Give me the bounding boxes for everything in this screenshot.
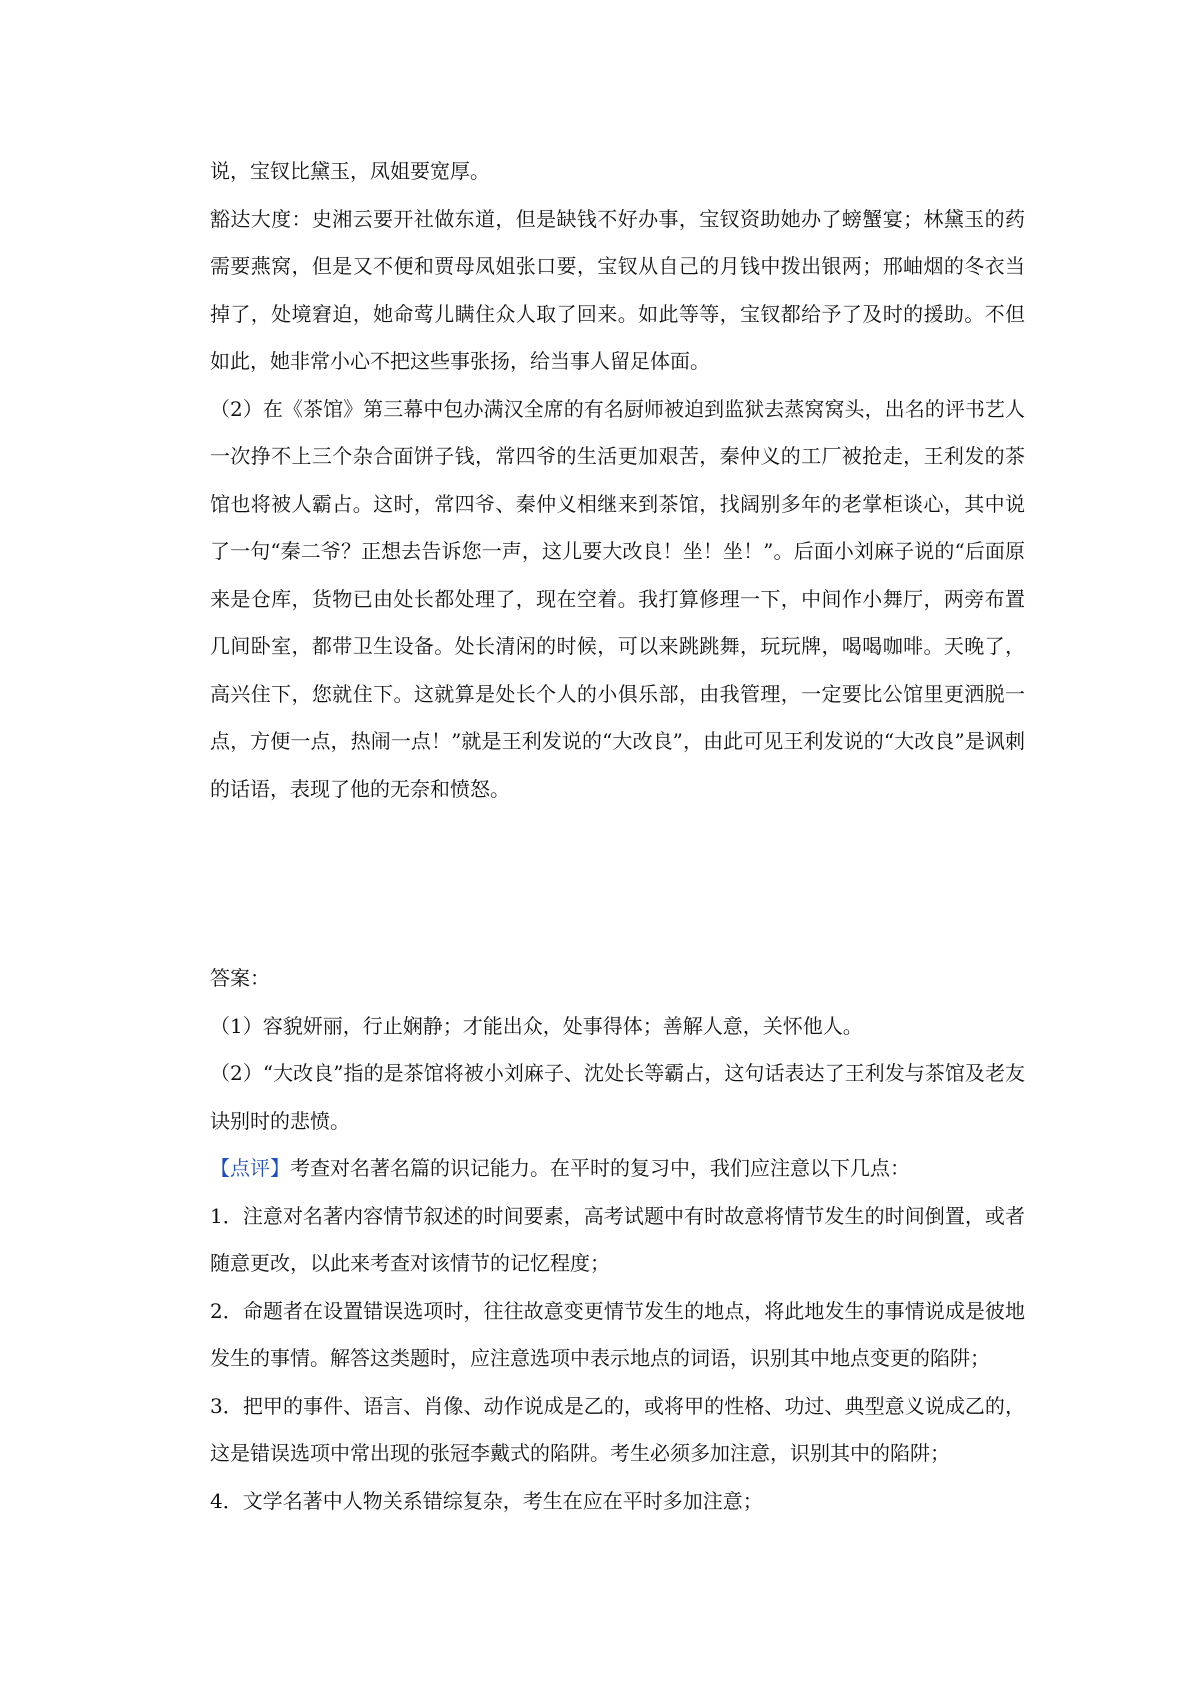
document-body <box>210 148 1025 1525</box>
analysis-paragraph-3: （2）在《茶馆》第三幕中包办满汉全席的有名厨师被迫到监狱去蒸窝窝头，出名的评书艺人一次挣不上三个杂合面饼子钱，常四爷的生活更加艰苦，秦仲义的工厂被抢走，王利发的茶馆也将被人霸占。这时，常四爷、秦仲义相继来到茶馆，找阔别多年的老掌柜谈心，其中说了一句“秦二爷？正想去告诉您一声，这儿要大改良！坐！坐！”。后面小刘麻子说的“后面原来是仓库，货物已由处长都处理了，现在空着。我打算修理一下，中间作小舞厅，两旁布置几间卧室，都带卫生设备。处长清闲的时候，可以来跳跳舞，玩玩牌，喝喝咖啡。天晚了，高兴住下，您就住下。这就算是处长个人的小俱乐部，由我管理，一定要比公馆里更洒脱一点，方便一点，热闹一点！”就是王利发说的“大改良”，由此可见王利发说的“大改良”是讽刺的话语，表现了他的无奈和愤怒。 <box>210 396 1025 801</box>
analysis-paragraph-2: 豁达大度：史湘云要开社做东道，但是缺钱不好办事，宝钗资助她办了螃蟹宴；林黛玉的药需要燕窝，但是又不便和贾母凤姐张口要，宝钗从自己的月钱中拨出银两；邢岫烟的冬衣当掉了，处境窘迫，她命莺儿瞒住众人取了回来。如此等等，宝钗都给予了及时的援助。不但如此，她非常小心不把这些事张扬，给当事人留足体面。 <box>210 206 1025 373</box>
comment-point-1: 1．注意对名著内容情节叙述的时间要素，高考试题中有时故意将情节发生的时间倒置，或者随意更改，以此来考查对该情节的记忆程度； <box>210 1203 1025 1275</box>
comment-paragraph <box>210 1145 1025 1193</box>
answer-item-2: （2）“大改良”指的是茶馆将被小刘麻子、沈处长等霸占，这句话表达了王利发与茶馆及老友诀别时的悲愤。 <box>210 1061 1025 1133</box>
answer-item-1: （1）容貌妍丽，行止娴静；才能出众，处事得体；善解人意，关怀他人。 <box>210 1013 863 1038</box>
comment-point-2: 2．命题者在设置错误选项时，往往故意变更情节发生的地点，将此地发生的事情说成是彼地发生的事情。解答这类题时，应注意选项中表示地点的词语，识别其中地点变更的陷阱； <box>210 1298 1025 1370</box>
section-spacer <box>210 813 1025 955</box>
comment-tag: 【点评】 <box>210 1156 290 1180</box>
comment-point-4: 4．文学名著中人物关系错综复杂，考生在应在平时多加注意； <box>210 1488 763 1513</box>
analysis-paragraph-1: 说，宝钗比黛玉，凤姐要宽厚。 <box>210 159 490 183</box>
answer-label: 答案： <box>210 966 270 990</box>
comment-point-3: 3．把甲的事件、语言、肖像、动作说成是乙的，或将甲的性格、功过、典型意义说成乙的，这是错误选项中常出现的张冠李戴式的陷阱。考生必须多加注意，识别其中的陷阱； <box>210 1393 1025 1465</box>
comment-intro: 考查对名著名篇的识记能力。在平时的复习中，我们应注意以下几点： <box>290 1156 910 1180</box>
